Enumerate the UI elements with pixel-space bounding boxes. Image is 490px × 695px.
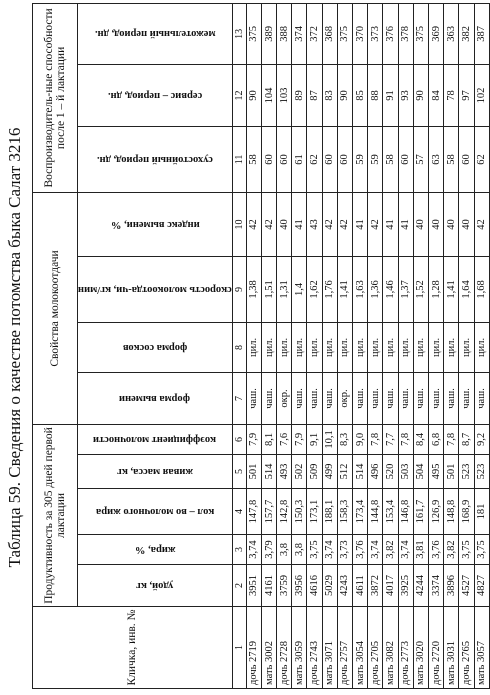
table-cell: 90: [337, 64, 352, 126]
table-cell: 7,7: [383, 424, 398, 454]
table-cell: 1,51: [261, 256, 276, 322]
column-number-row: [232, 3, 246, 688]
animal-name-cell: дочь 2773: [398, 607, 413, 689]
header-udder-shape: форма вымени: [78, 372, 233, 424]
table-row: [444, 3, 459, 688]
table-cell: 173,4: [353, 489, 368, 535]
table-cell: 3374: [428, 565, 443, 607]
header-fat-pct: жира, %: [78, 535, 233, 565]
table-cell: 1,46: [383, 256, 398, 322]
table-cell: 373: [368, 3, 383, 64]
table-cell: 3,81: [413, 535, 428, 565]
table-cell: 84: [428, 64, 443, 126]
column-number: 6: [232, 424, 246, 454]
table-cell: 3,8: [292, 535, 307, 565]
table-cell: чаш.: [322, 372, 337, 424]
table-cell: 1,41: [337, 256, 352, 322]
table-cell: чаш.: [474, 372, 489, 424]
table-cell: 85: [353, 64, 368, 126]
table-cell: 158,3: [337, 489, 352, 535]
table-cell: окр.: [277, 372, 292, 424]
table-cell: цил.: [474, 322, 489, 372]
table-cell: 104: [261, 64, 276, 126]
table-cell: 42: [322, 192, 337, 256]
animal-name-cell: дочь 2765: [459, 607, 474, 689]
table-cell: 514: [353, 455, 368, 489]
column-number: 13: [232, 3, 246, 64]
table-cell: чаш.: [292, 372, 307, 424]
table-cell: чаш.: [261, 372, 276, 424]
table-cell: 4244: [413, 565, 428, 607]
table-cell: 3872: [368, 565, 383, 607]
table-cell: 42: [474, 192, 489, 256]
table-row: [428, 3, 443, 688]
header-yield: удой, кг: [78, 565, 233, 607]
table-cell: цил.: [413, 322, 428, 372]
table-cell: чаш.: [353, 372, 368, 424]
table-cell: 148,8: [444, 489, 459, 535]
table-cell: 3,76: [353, 535, 368, 565]
table-cell: чаш.: [459, 372, 474, 424]
table-cell: окр.: [337, 372, 352, 424]
column-number: 5: [232, 455, 246, 489]
table-cell: 7,8: [368, 424, 383, 454]
table-cell: 90: [413, 64, 428, 126]
table-row: [398, 3, 413, 688]
table-row: [307, 3, 322, 688]
column-number: 11: [232, 126, 246, 192]
header-service-period: сервис – период, дн.: [78, 64, 233, 126]
animal-name-cell: дочь 2728: [277, 607, 292, 689]
table-cell: цил.: [246, 322, 261, 372]
table-cell: чаш.: [307, 372, 322, 424]
table-cell: чаш.: [368, 372, 383, 424]
table-cell: 501: [246, 455, 261, 489]
table-cell: 3,75: [474, 535, 489, 565]
header-dry-period: сухостойный период, дн.: [78, 126, 233, 192]
table-cell: чаш.: [413, 372, 428, 424]
table-cell: 142,8: [277, 489, 292, 535]
animal-name-cell: мать 3059: [292, 607, 307, 689]
table-cell: 1,68: [474, 256, 489, 322]
table-cell: 493: [277, 455, 292, 489]
table-cell: 60: [459, 126, 474, 192]
table-cell: 103: [277, 64, 292, 126]
table-cell: 1,31: [277, 256, 292, 322]
table-cell: 126,9: [428, 489, 443, 535]
table-cell: 388: [277, 3, 292, 64]
table-cell: 387: [474, 3, 489, 64]
table-cell: 9,2: [474, 424, 489, 454]
table-cell: 60: [337, 126, 352, 192]
animal-name-cell: дочь 2720: [428, 607, 443, 689]
table-cell: 499: [322, 455, 337, 489]
table-cell: 3,75: [307, 535, 322, 565]
header-group-reproduction: Воспроизводитель-ные способности после 1 – й лактации: [33, 3, 78, 192]
table-cell: 3,82: [444, 535, 459, 565]
table-cell: 60: [322, 126, 337, 192]
table-cell: 1,76: [322, 256, 337, 322]
table-cell: 8,1: [261, 424, 276, 454]
table-cell: 3,74: [398, 535, 413, 565]
table-cell: 7,9: [292, 424, 307, 454]
table-cell: 370: [353, 3, 368, 64]
table-row: [383, 3, 398, 688]
table-cell: 3,74: [322, 535, 337, 565]
table-cell: 376: [383, 3, 398, 64]
table-cell: 9,1: [307, 424, 322, 454]
table-cell: 3,79: [261, 535, 276, 565]
table-cell: 40: [277, 192, 292, 256]
table-cell: цил.: [307, 322, 322, 372]
table-cell: 188,1: [322, 489, 337, 535]
table-cell: 4616: [307, 565, 322, 607]
table-cell: 3,82: [383, 535, 398, 565]
table-cell: 97: [459, 64, 474, 126]
column-number: 10: [232, 192, 246, 256]
column-number: 1: [232, 607, 246, 689]
column-number: 4: [232, 489, 246, 535]
table-cell: 495: [428, 455, 443, 489]
table-cell: 40: [459, 192, 474, 256]
table-cell: 10,1: [322, 424, 337, 454]
animal-name-cell: мать 3071: [322, 607, 337, 689]
table-cell: 1,52: [413, 256, 428, 322]
column-number: 2: [232, 565, 246, 607]
table-cell: 374: [292, 3, 307, 64]
table-caption: Таблица 59. Сведения о качестве потомства быка Салат 3216: [5, 127, 24, 568]
table-cell: цил.: [444, 322, 459, 372]
animal-name-cell: дочь 2719: [246, 607, 261, 689]
table-cell: 89: [292, 64, 307, 126]
table-cell: 3,76: [428, 535, 443, 565]
table-row: [277, 3, 292, 688]
table-cell: 62: [474, 126, 489, 192]
table-row: [459, 3, 474, 688]
table-row: [246, 3, 261, 688]
column-number: 3: [232, 535, 246, 565]
table-cell: 59: [368, 126, 383, 192]
animal-name-cell: мать 3002: [261, 607, 276, 689]
table-cell: 1,41: [444, 256, 459, 322]
table-row: [474, 3, 489, 688]
table-cell: 173,1: [307, 489, 322, 535]
table-cell: чаш.: [246, 372, 261, 424]
table-cell: 78: [444, 64, 459, 126]
bull-offspring-table: [32, 3, 490, 689]
table-cell: 144,8: [368, 489, 383, 535]
table-cell: цил.: [337, 322, 352, 372]
table-cell: 3759: [277, 565, 292, 607]
table-cell: цил.: [292, 322, 307, 372]
table-cell: 4017: [383, 565, 398, 607]
header-group-milking: Свойства молокоотдачи: [33, 192, 78, 424]
table-row: [261, 3, 276, 688]
table-cell: цил.: [322, 322, 337, 372]
table-cell: 147,8: [246, 489, 261, 535]
header-milk-coef: коэффициент молочности: [78, 424, 233, 454]
table-cell: 40: [428, 192, 443, 256]
table-cell: 3,8: [277, 535, 292, 565]
table-cell: 1,4: [292, 256, 307, 322]
table-cell: 504: [413, 455, 428, 489]
table-cell: 523: [459, 455, 474, 489]
table-cell: 1,62: [307, 256, 322, 322]
table-cell: 8,4: [413, 424, 428, 454]
table-cell: 514: [261, 455, 276, 489]
table-cell: 181: [474, 489, 489, 535]
table-cell: чаш.: [428, 372, 443, 424]
table-cell: 6,8: [428, 424, 443, 454]
table-cell: 3956: [292, 565, 307, 607]
table-cell: 157,7: [261, 489, 276, 535]
table-cell: 168,9: [459, 489, 474, 535]
table-cell: 1,37: [398, 256, 413, 322]
animal-name-cell: мать 3020: [413, 607, 428, 689]
table-cell: 41: [292, 192, 307, 256]
header-nickname: Кличка, инв. №: [33, 607, 233, 689]
column-number: 12: [232, 64, 246, 126]
table-cell: 61: [292, 126, 307, 192]
table-cell: 512: [337, 455, 352, 489]
table-cell: 153,4: [383, 489, 398, 535]
table-cell: 3,74: [246, 535, 261, 565]
column-number: 7: [232, 372, 246, 424]
table-cell: 4243: [337, 565, 352, 607]
table-cell: 3925: [398, 565, 413, 607]
table-row: [368, 3, 383, 688]
table-cell: 501: [444, 455, 459, 489]
table-cell: 146,8: [398, 489, 413, 535]
table-cell: 368: [322, 3, 337, 64]
table-cell: цил.: [383, 322, 398, 372]
table-cell: 3,75: [459, 535, 474, 565]
table-cell: 502: [292, 455, 307, 489]
table-cell: 363: [444, 3, 459, 64]
table-cell: 3896: [444, 565, 459, 607]
table-cell: 60: [277, 126, 292, 192]
table-cell: 42: [261, 192, 276, 256]
column-number: 9: [232, 256, 246, 322]
table-row: [322, 3, 337, 688]
table-cell: 382: [459, 3, 474, 64]
table-cell: чаш.: [398, 372, 413, 424]
table-row: [337, 3, 352, 688]
table-cell: цил.: [398, 322, 413, 372]
table-cell: 8,7: [459, 424, 474, 454]
table-cell: 375: [246, 3, 261, 64]
table-row: [413, 3, 428, 688]
table-cell: цил.: [368, 322, 383, 372]
table-cell: 375: [413, 3, 428, 64]
table-cell: 496: [368, 455, 383, 489]
table-cell: 372: [307, 3, 322, 64]
table-cell: 7,8: [398, 424, 413, 454]
table-cell: 369: [428, 3, 443, 64]
table-cell: 3,73: [337, 535, 352, 565]
table-cell: 161,7: [413, 489, 428, 535]
table-cell: 83: [322, 64, 337, 126]
table-cell: 5029: [322, 565, 337, 607]
table-cell: чаш.: [383, 372, 398, 424]
table-body: [246, 3, 489, 688]
animal-name-cell: дочь 2757: [337, 607, 352, 689]
table-cell: 520: [383, 455, 398, 489]
animal-name-cell: мать 3054: [353, 607, 368, 689]
animal-name-cell: дочь 2705: [368, 607, 383, 689]
table-cell: 1,63: [353, 256, 368, 322]
table-cell: 41: [383, 192, 398, 256]
animal-name-cell: мать 3082: [383, 607, 398, 689]
table-cell: 40: [413, 192, 428, 256]
table-cell: 509: [307, 455, 322, 489]
table-cell: 150,3: [292, 489, 307, 535]
table-cell: 42: [368, 192, 383, 256]
table-cell: 59: [353, 126, 368, 192]
header-milking-speed: скорость молокоотда-чи, кг/мин: [78, 256, 233, 322]
table-cell: 41: [353, 192, 368, 256]
table-cell: 4827: [474, 565, 489, 607]
table-cell: 7,8: [444, 424, 459, 454]
table-row: [292, 3, 307, 688]
table-cell: чаш.: [444, 372, 459, 424]
table-cell: 9,0: [353, 424, 368, 454]
animal-name-cell: дочь 2743: [307, 607, 322, 689]
header-fat-amount: кол – во молочного жира: [78, 489, 233, 535]
table-cell: 389: [261, 3, 276, 64]
table-cell: цил.: [459, 322, 474, 372]
table-cell: 1,36: [368, 256, 383, 322]
table-cell: 523: [474, 455, 489, 489]
column-number: 8: [232, 322, 246, 372]
table-cell: цил.: [353, 322, 368, 372]
table-cell: 1,28: [428, 256, 443, 322]
table-cell: 102: [474, 64, 489, 126]
table-cell: 90: [246, 64, 261, 126]
table-cell: 378: [398, 3, 413, 64]
table-cell: 4527: [459, 565, 474, 607]
table-cell: 503: [398, 455, 413, 489]
table-cell: 58: [383, 126, 398, 192]
table-cell: 91: [383, 64, 398, 126]
table-cell: 58: [246, 126, 261, 192]
table-cell: 41: [398, 192, 413, 256]
table-cell: 88: [368, 64, 383, 126]
table-cell: 57: [413, 126, 428, 192]
table-cell: 1,64: [459, 256, 474, 322]
table-cell: 42: [337, 192, 352, 256]
header-calving-interval: межотельный период, дн.: [78, 3, 233, 64]
table-cell: 4611: [353, 565, 368, 607]
table-cell: 42: [246, 192, 261, 256]
table-cell: 7,9: [246, 424, 261, 454]
table-cell: 43: [307, 192, 322, 256]
table-cell: 3,74: [368, 535, 383, 565]
table-cell: 40: [444, 192, 459, 256]
table-cell: цил.: [277, 322, 292, 372]
table-cell: 375: [337, 3, 352, 64]
table-row: [353, 3, 368, 688]
table-cell: 87: [307, 64, 322, 126]
table-cell: цил.: [261, 322, 276, 372]
table-cell: 58: [444, 126, 459, 192]
table-cell: 60: [261, 126, 276, 192]
animal-name-cell: мать 3031: [444, 607, 459, 689]
header-group-productivity: Продуктивность за 305 дней первой лактации: [33, 424, 78, 606]
table-cell: 7,6: [277, 424, 292, 454]
header-teat-shape: форма сосков: [78, 322, 233, 372]
table-cell: 93: [398, 64, 413, 126]
table-cell: цил.: [428, 322, 443, 372]
table-cell: 60: [398, 126, 413, 192]
header-udder-index: индекс вымени, %: [78, 192, 233, 256]
header-live-weight: живая масса, кг: [78, 455, 233, 489]
table-cell: 8,3: [337, 424, 352, 454]
table-cell: 63: [428, 126, 443, 192]
animal-name-cell: мать 3057: [474, 607, 489, 689]
table-cell: 1,38: [246, 256, 261, 322]
table-cell: 3951: [246, 565, 261, 607]
table-cell: 62: [307, 126, 322, 192]
table-cell: 4161: [261, 565, 276, 607]
